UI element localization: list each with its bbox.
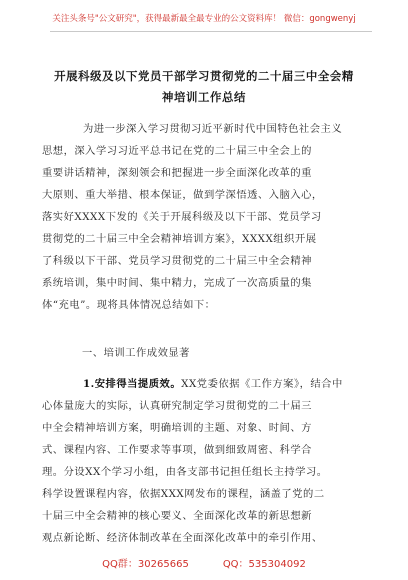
text-line: 体“充电”。现将具体情况总结如下：	[42, 299, 216, 311]
qq-number: QQ：535304092	[222, 559, 306, 570]
promo-banner: 关注头条号"公文研究"，获得最新最全最专业的公文资料库！ 微信：gongwenyj	[52, 14, 356, 24]
header-divider	[50, 31, 372, 32]
text-line: 重要讲话精神，深刻领会和把握进一步全面深化改革的重	[42, 167, 312, 179]
text-line: 系统培训，集中时间、集中精力，完成了一次高质量的集	[42, 277, 312, 289]
text-line: 理。分设XX个学习小组，由各支部书记担任组长主持学习。	[42, 466, 328, 478]
text-line: 落实好XXXX下发的《关于开展科级及以下干部、党员学习	[42, 211, 322, 223]
text-line: 科学设置课程内容，依据XXX网发布的课程，涵盖了党的二	[42, 488, 325, 500]
text-line: 十届三中全会精神的核心要义、全面深化改革的新思想新	[42, 510, 312, 522]
text-line: 思想，深入学习习近平总书记在党的二十届三中全会上的	[42, 145, 312, 157]
text-line: 中全会精神培训方案，明确培训的主题、对象、时间、方	[42, 422, 312, 434]
section-heading: 一、培训工作成效显著	[82, 347, 190, 359]
point-1-paragraph	[42, 373, 364, 549]
text-line: 观点新论断、经济体制改革在全面深化改革中的牵引作用、	[42, 532, 323, 544]
text-line: 贯彻党的二十届三中全会精神培训方案》，XXXX组织开展	[42, 233, 317, 245]
document-title-line-2: 神培训工作总结	[162, 90, 246, 104]
text-line: 心体量庞大的实际，认真研究制定学习贯彻党的二十届三	[42, 400, 312, 412]
text-line: 为进一步深入学习贯彻习近平新时代中国特色社会主义	[83, 123, 343, 135]
text-line: 式、课程内容、工作要求等事项，做到细致周密、科学合	[42, 444, 312, 456]
text-line: 大原则、重大举措、根本保证，做到学深悟透、入脑入心，	[42, 189, 323, 201]
intro-paragraph	[42, 118, 364, 316]
point-1-text: XX党委依据《工作方案》，结合中	[181, 378, 343, 390]
qq-group-number: QQ群：30265665	[102, 559, 189, 570]
document-title-line-1: 开展科级及以下党员干部学习贯彻党的二十届三中全会精	[54, 69, 354, 83]
footer-contacts	[0, 555, 408, 570]
text-line	[62, 373, 364, 395]
point-1-label: 1.安排得当提质效。	[83, 378, 182, 390]
text-line: 了科级以下干部、党员学习贯彻党的二十届三中全会精神	[42, 255, 312, 267]
